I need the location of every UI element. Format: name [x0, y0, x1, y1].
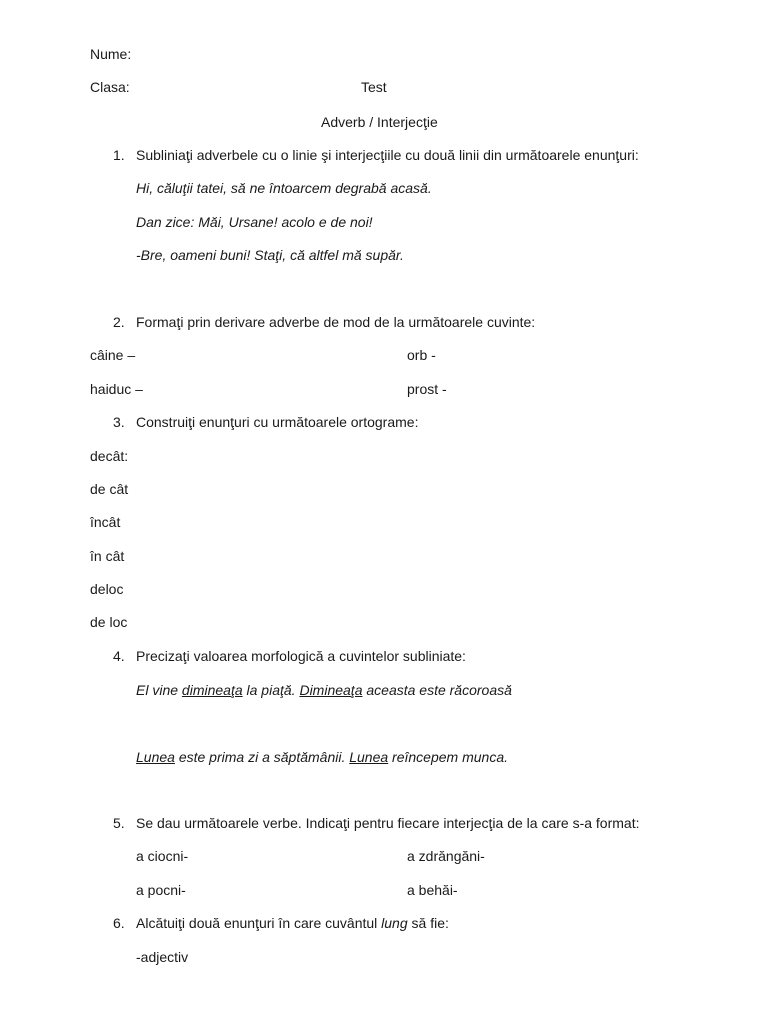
- q6-keyword: lung: [381, 915, 408, 931]
- q3-item-3: încât: [90, 514, 121, 530]
- q1-number: 1.: [113, 147, 125, 163]
- q6-text-part-a: Alcătuiţi două enunţuri în care cuvântul: [136, 915, 382, 931]
- q5-verb-4: a behăi-: [407, 882, 458, 898]
- q1-sentence-2: Dan zice: Măi, Ursane! acolo e de noi!: [136, 214, 373, 230]
- q4-s1-part-b: la piaţă.: [242, 682, 300, 698]
- q4-s2-part-a: este prima zi a săptămânii.: [174, 749, 350, 765]
- q6-number: 6.: [113, 915, 125, 931]
- q6-text-part-b: să fie:: [407, 915, 449, 931]
- q1-sentence-3: -Bre, oameni buni! Staţi, că altfel mă supăr.: [136, 247, 404, 263]
- q4-s2-underlined-1: Lunea: [136, 749, 175, 765]
- q2-text: Formaţi prin derivare adverbe de mod de la următoarele cuvinte:: [136, 314, 536, 330]
- q1-sentence-1: Hi, căluţii tatei, să ne întoarcem degrabă acasă.: [136, 180, 432, 196]
- subject-title: Adverb / Interjecţie: [321, 114, 438, 130]
- q4-s2-part-b: reîncepem munca.: [388, 749, 509, 765]
- q2-word-2: orb -: [407, 347, 436, 363]
- q4-sentence-2: [136, 749, 508, 765]
- q4-s2-underlined-2: Lunea: [349, 749, 389, 765]
- q4-s1-part-a: El vine: [136, 682, 182, 698]
- q6-text: [136, 915, 449, 931]
- q3-number: 3.: [113, 414, 125, 430]
- q3-item-6: de loc: [90, 614, 128, 630]
- q6-item: -adjectiv: [136, 949, 189, 965]
- q4-s1-underlined-1: dimineaţa: [181, 682, 243, 698]
- test-label: Test: [361, 79, 387, 95]
- q2-word-1: câine –: [90, 347, 136, 363]
- q5-verb-3: a pocni-: [136, 882, 186, 898]
- q5-number: 5.: [113, 815, 125, 831]
- q4-s1-underlined-2: Dimineaţa: [299, 682, 363, 698]
- name-label: Nume:: [90, 46, 132, 62]
- q5-text: Se dau următoarele verbe. Indicaţi pentru fiecare interjecţia de la care s-a format:: [136, 815, 640, 831]
- q5-verb-1: a ciocni-: [136, 848, 189, 864]
- q3-item-5: deloc: [90, 581, 124, 597]
- q4-text: Precizaţi valoarea morfologică a cuvintelor subliniate:: [136, 648, 466, 664]
- q3-item-1: decât:: [90, 448, 129, 464]
- q3-item-2: de cât: [90, 481, 129, 497]
- q3-item-4: în cât: [90, 548, 125, 564]
- q3-text: Construiţi enunţuri cu următoarele ortograme:: [136, 414, 419, 430]
- q4-sentence-1: [136, 682, 512, 698]
- q2-word-3: haiduc –: [90, 381, 143, 397]
- q2-number: 2.: [113, 314, 125, 330]
- q1-text: Subliniaţi adverbele cu o linie şi interjecţiile cu două linii din următoarele enunţuri:: [136, 147, 639, 163]
- q5-verb-2: a zdrăngăni-: [407, 848, 485, 864]
- q2-word-4: prost -: [407, 381, 447, 397]
- q4-s1-part-c: aceasta este răcoroasă: [362, 682, 512, 698]
- q4-number: 4.: [113, 648, 125, 664]
- class-label: Clasa:: [90, 79, 130, 95]
